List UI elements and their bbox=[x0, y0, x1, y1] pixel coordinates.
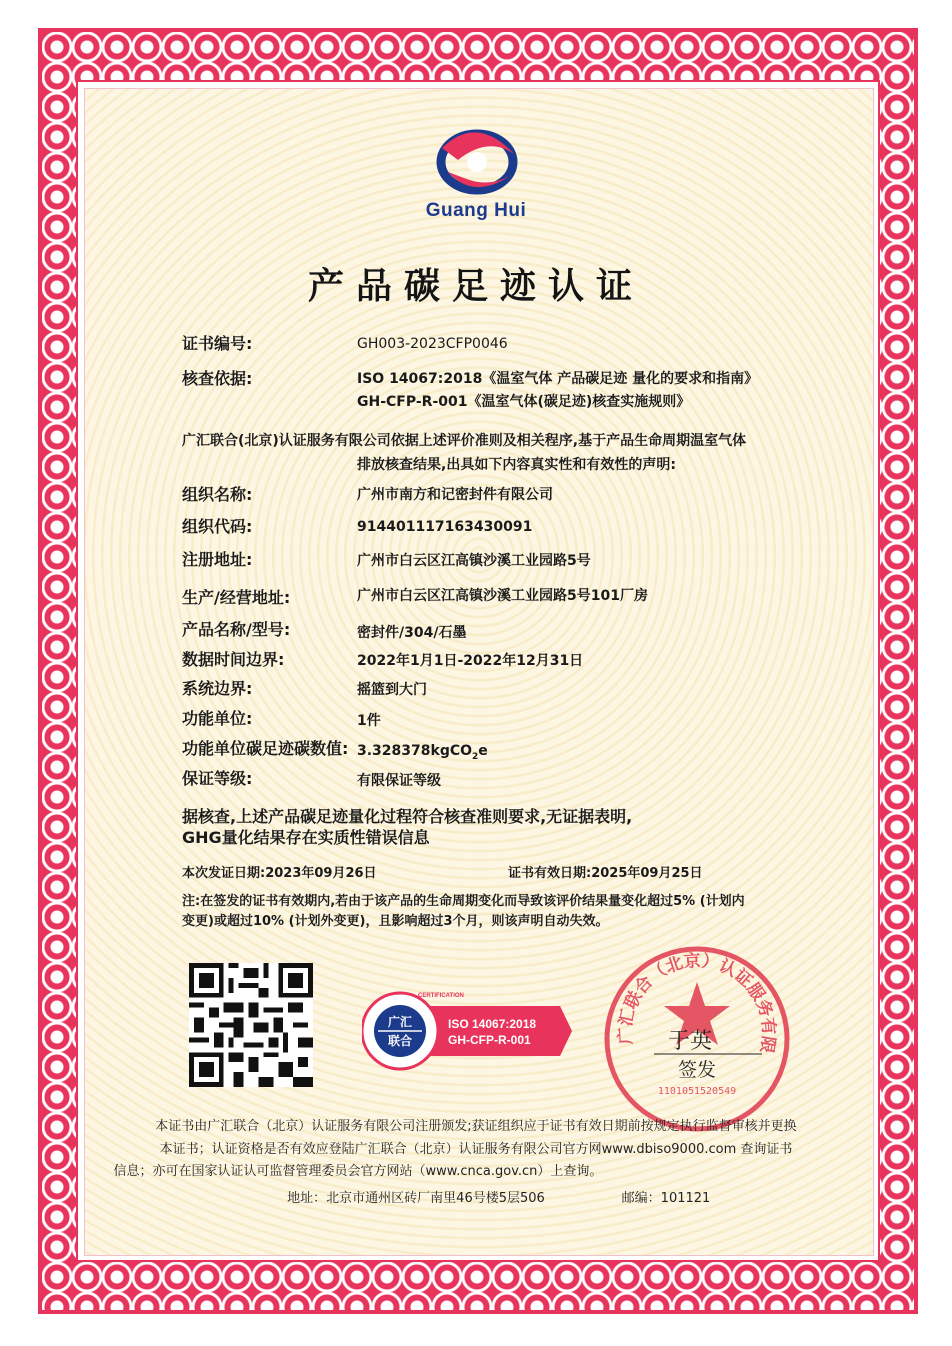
note-line-1: 注:在签发的证书有效期内,若由于该产品的生命周期变化而导致该评价结果量变化超过5% (计划内 bbox=[182, 894, 745, 909]
conclusion bbox=[182, 806, 632, 848]
basis-line-2: GH-CFP-R-001《温室气体(碳足迹)核查实施规则》 bbox=[357, 394, 691, 410]
declaration-line-1: 广汇联合(北京)认证服务有限公司依据上述评价准则及相关程序,基于产品生命周期温室气体 bbox=[182, 433, 747, 449]
reg-address-label: 注册地址: bbox=[182, 550, 253, 569]
footer-line-3: 信息；亦可在国家认证认可监督管理委员会官方网站（www.cnca.gov.cn）上查询。 bbox=[113, 1164, 603, 1179]
seal-ring-text: 广汇联合（北京）认证服务有限 bbox=[615, 951, 779, 1055]
badge-ring-text: CERTIFICATION bbox=[418, 993, 464, 999]
assurance-value: 有限保证等级 bbox=[357, 773, 441, 789]
cert-no-value: GH003-2023CFP0046 bbox=[357, 336, 508, 352]
carbon-value-label: 功能单位碳足迹碳数值: bbox=[182, 739, 349, 758]
reg-address-value: 广州市白云区江高镇沙溪工业园路5号 bbox=[357, 553, 591, 569]
time-boundary-label: 数据时间边界: bbox=[182, 650, 285, 669]
certificate-title: 产品碳足迹认证 bbox=[307, 266, 644, 307]
footer-line-1: 本证书由广汇联合（北京）认证服务有限公司注册颁发;获证组织应于证书有效日期前按规定执行监督审核并更换 bbox=[155, 1119, 797, 1134]
product-value: 密封件/304/石墨 bbox=[357, 625, 467, 641]
org-name-value: 广州市南方和记密封件有限公司 bbox=[357, 487, 553, 503]
prod-address-value: 广州市白云区江高镇沙溪工业园路5号101厂房 bbox=[357, 588, 648, 604]
badge-line-2: GH-CFP-R-001 bbox=[448, 1033, 531, 1047]
certification-badge-graphic bbox=[362, 988, 572, 1074]
time-boundary-value: 2022年1月1日-2022年12月31日 bbox=[357, 653, 584, 669]
footer-postcode: 邮编：101121 bbox=[621, 1191, 711, 1206]
sign-label: 签发 bbox=[677, 1059, 717, 1081]
official-seal bbox=[602, 944, 792, 1134]
prod-address-label: 生产/经营地址: bbox=[182, 588, 291, 607]
conclusion-line-1: 据核查,上述产品碳足迹量化过程符合核查准则要求,无证据表明, bbox=[182, 807, 633, 826]
issue-date: 本次发证日期:2023年09月26日 bbox=[182, 866, 377, 881]
org-name-label: 组织名称: bbox=[182, 485, 253, 504]
expiry-date: 证书有效日期:2025年09月25日 bbox=[508, 866, 703, 881]
cert-no-label: 证书编号: bbox=[182, 334, 253, 353]
system-boundary-label: 系统边界: bbox=[182, 679, 253, 698]
basis-label: 核查依据: bbox=[182, 369, 253, 388]
logo-brand-text: Guang Hui bbox=[425, 200, 527, 221]
footer-line-2: 本证书；认证资格是否有效应登陆广汇联合（北京）认证服务有限公司官方网www.dbiso9000.com 查询证书 bbox=[159, 1142, 793, 1157]
declaration-line-2: 排放核查结果,出具如下内容真实性和有效性的声明: bbox=[357, 457, 676, 473]
badge-seal-top: 广汇 bbox=[387, 1015, 413, 1029]
qr-code[interactable] bbox=[189, 963, 313, 1087]
certification-badge bbox=[362, 988, 572, 1074]
carbon-value bbox=[357, 742, 488, 766]
functional-unit-label: 功能单位: bbox=[182, 709, 253, 728]
validity-note bbox=[182, 892, 802, 932]
carbon-value-subscript: 2 bbox=[472, 751, 479, 762]
basis-line-1: ISO 14067:2018《温室气体 产品碳足迹 量化的要求和指南》 bbox=[357, 371, 759, 387]
conclusion-line-2: GHG量化结果存在实质性错误信息 bbox=[182, 828, 430, 847]
carbon-value-tail: e bbox=[478, 743, 488, 759]
product-label: 产品名称/型号: bbox=[182, 620, 291, 639]
official-seal-graphic bbox=[602, 944, 792, 1134]
system-boundary-value: 摇篮到大门 bbox=[357, 682, 427, 698]
signature: 于英 bbox=[667, 1029, 713, 1054]
footer-address: 地址：北京市通州区砖厂南里46号楼5层506 bbox=[287, 1191, 545, 1206]
badge-seal-bottom: 联合 bbox=[387, 1034, 413, 1048]
assurance-label: 保证等级: bbox=[182, 769, 253, 788]
seal-number: 1101051520549 bbox=[657, 1086, 737, 1097]
org-code-value: 914401117163430091 bbox=[357, 519, 533, 535]
org-code-label: 组织代码: bbox=[182, 517, 253, 536]
badge-line-1: ISO 14067:2018 bbox=[448, 1017, 537, 1031]
qr-code-icon bbox=[189, 963, 313, 1087]
note-line-2: 变更)或超过10% (计划外变更)，且影响超过3个月，则该声明自动失效。 bbox=[182, 914, 609, 929]
functional-unit-value: 1件 bbox=[357, 713, 381, 729]
carbon-value-number: 3.328378kgCO bbox=[357, 743, 473, 759]
